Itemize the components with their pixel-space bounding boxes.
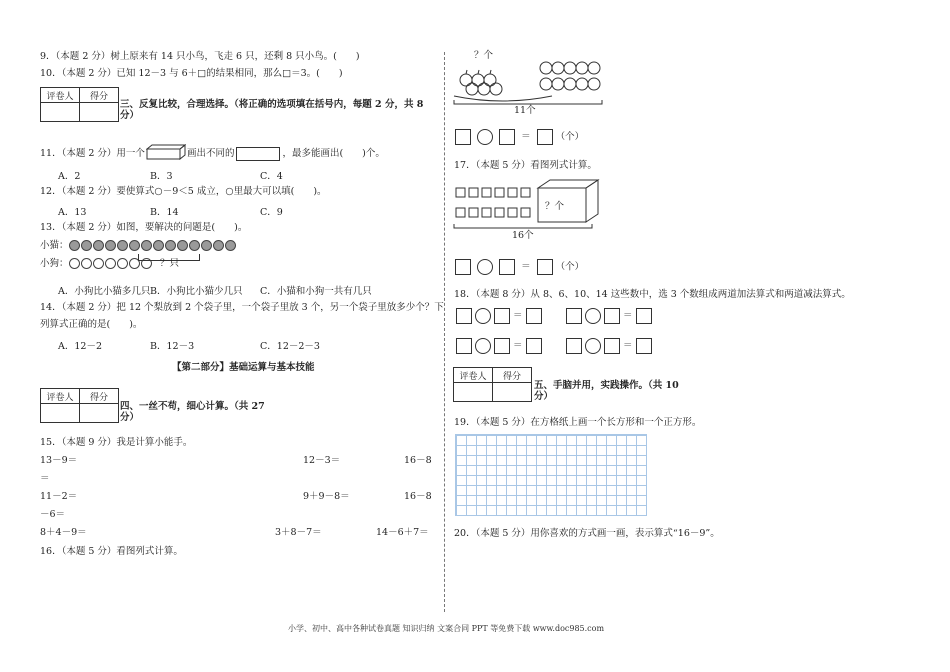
question-20: 20．（本题 5 分）用你喜欢的方式画一画，表示算式“16－9”。 xyxy=(454,528,720,539)
q13-cat-row xyxy=(40,240,237,251)
q13-option-a[interactable]: A．小狗比小猫多几只 xyxy=(58,286,151,297)
calc-7: 8＋4－9＝ xyxy=(40,527,87,538)
question-16: 16．（本题 5 分）看图列式计算。 xyxy=(40,546,183,557)
q14-option-b[interactable]: B．12－3 xyxy=(150,341,195,352)
equals-sign: ＝ xyxy=(521,261,531,273)
score-box-section-5 xyxy=(453,367,532,402)
q13-dog-row xyxy=(40,258,153,269)
question-14-line1: 14．（本题 2 分）把 12 个梨放到 2 个袋子里，一个袋子里放 3 个，另一个袋子里放多少个？下 xyxy=(40,302,444,313)
grader-label: 评卷人 xyxy=(41,88,80,103)
q12-option-a[interactable]: A．13 xyxy=(58,207,87,218)
answer-box[interactable] xyxy=(456,308,472,324)
operator-circle[interactable] xyxy=(585,308,601,324)
question-18: 18．（本题 8 分）从 8、6、10、14 这些数中，选 3 个数组成两道加法算式和两道减法算式。 xyxy=(454,289,851,300)
answer-box[interactable] xyxy=(455,259,471,275)
operator-circle[interactable] xyxy=(475,308,491,324)
question-19: 19．（本题 5 分）在方格纸上画一个长方形和一个正方形。 xyxy=(454,417,702,428)
q11-option-c[interactable]: C．4 xyxy=(260,171,283,182)
calc-2: 12－3＝ xyxy=(303,455,341,466)
equals-sign: ＝ xyxy=(623,310,633,322)
unit-label: （个） xyxy=(555,131,585,143)
question-14-line2: 列算式正确的是( )。 xyxy=(40,319,143,330)
answer-box[interactable] xyxy=(604,308,620,324)
equals-sign: ＝ xyxy=(513,310,523,322)
answer-box[interactable] xyxy=(566,308,582,324)
equals-sign: ＝ xyxy=(521,131,531,143)
calc-1: 13－9＝ xyxy=(40,455,78,466)
grader-label: 评卷人 xyxy=(41,389,80,404)
score-label: 得分 xyxy=(80,88,119,103)
q12-option-c[interactable]: C．9 xyxy=(260,207,283,218)
q11-text-b: 画出不同的 xyxy=(186,148,235,160)
section-3-title: 三、反复比较，合理选择。（将正确的选项填在括号内，每题 2 分，共 8 分） xyxy=(120,99,424,122)
answer-box[interactable] xyxy=(499,129,515,145)
grader-cell[interactable] xyxy=(454,383,493,402)
rectangle-icon xyxy=(236,147,280,161)
grader-cell[interactable] xyxy=(41,103,80,122)
q17-answer-row xyxy=(455,259,584,275)
calc-3: 16－8 xyxy=(404,455,432,466)
q14-option-c[interactable]: C．12－2－3 xyxy=(260,341,320,352)
score-cell[interactable] xyxy=(493,383,532,402)
answer-box[interactable] xyxy=(526,308,542,324)
section-5-title: 五、手脑并用，实践操作。（共 10 分） xyxy=(534,380,679,403)
answer-box[interactable] xyxy=(456,338,472,354)
cat-beads xyxy=(69,240,237,251)
q18-sub-equation-1 xyxy=(456,338,542,354)
column-divider xyxy=(444,52,445,612)
score-label: 得分 xyxy=(80,389,119,404)
score-box-section-3 xyxy=(40,87,119,122)
dog-label: 小狗： xyxy=(40,258,69,269)
calc-6-wrap: －6＝ xyxy=(40,509,66,520)
q18-add-equation-2 xyxy=(566,308,652,324)
calc-4: 11－2＝ xyxy=(40,491,78,502)
cat-label: 小猫： xyxy=(40,240,69,251)
question-13: 13．（本题 2 分）如图，要解决的问题是( )。 xyxy=(40,222,248,233)
score-cell[interactable] xyxy=(80,404,119,423)
operator-circle[interactable] xyxy=(477,259,493,275)
operator-circle[interactable] xyxy=(475,338,491,354)
question-15: 15．（本题 9 分）我是计算小能手。 xyxy=(40,437,193,448)
q16-apples-illustration xyxy=(452,58,612,109)
q11-text-a: 11．（本题 2 分）用一个 xyxy=(40,148,145,160)
calc-8: 3＋8－7＝ xyxy=(275,527,322,538)
answer-box[interactable] xyxy=(604,338,620,354)
calc-5: 9＋9－8＝ xyxy=(303,491,350,502)
q16-answer-row xyxy=(455,129,584,145)
q18-add-equation-1 xyxy=(456,308,542,324)
answer-box[interactable] xyxy=(537,129,553,145)
q11-option-b[interactable]: B．3 xyxy=(150,171,173,182)
answer-box[interactable] xyxy=(494,338,510,354)
cuboid-icon xyxy=(146,144,186,163)
calc-6: 16－8 xyxy=(404,491,432,502)
score-cell[interactable] xyxy=(80,103,119,122)
answer-box[interactable] xyxy=(499,259,515,275)
answer-box[interactable] xyxy=(636,308,652,324)
q16-unknown-label: ？个 xyxy=(474,50,494,61)
equals-sign: ＝ xyxy=(623,340,633,352)
question-9: 9．（本题 2 分）树上原来有 14 只小鸟，飞走 6 只，还剩 8 只小鸟。( ) xyxy=(40,51,360,62)
question-17: 17．（本题 5 分）看图列式计算。 xyxy=(454,160,597,171)
answer-box[interactable] xyxy=(494,308,510,324)
q13-option-c[interactable]: C．小猫和小狗一共有几只 xyxy=(260,286,372,297)
grader-cell[interactable] xyxy=(41,404,80,423)
q17-total-label: 16个 xyxy=(512,230,534,241)
q14-option-a[interactable]: A．12－2 xyxy=(58,341,102,352)
calc-9: 14－6＋7＝ xyxy=(376,527,429,538)
q17-cups-box-illustration xyxy=(452,178,602,233)
q12-option-b[interactable]: B．14 xyxy=(150,207,179,218)
score-box-section-4 xyxy=(40,388,119,423)
q16-total-label: 11个 xyxy=(514,105,536,116)
answer-box[interactable] xyxy=(537,259,553,275)
q17-unknown-label: ？个 xyxy=(545,201,565,212)
score-label: 得分 xyxy=(493,368,532,383)
question-11 xyxy=(40,144,385,163)
answer-box[interactable] xyxy=(566,338,582,354)
page-footer: 小学、初中、高中各种试卷真题 知识归纳 文案合同 PPT 等免费下载 www.doc985.com xyxy=(288,624,605,633)
section-4-title: 四、一丝不苟，细心计算。（共 27 分） xyxy=(120,401,265,424)
operator-circle[interactable] xyxy=(585,338,601,354)
answer-box[interactable] xyxy=(636,338,652,354)
question-10: 10．（本题 2 分）已知 12－3 与 6＋□的结果相同，那么□＝3。( ) xyxy=(40,68,343,79)
q18-sub-equation-2 xyxy=(566,338,652,354)
equals-sign: ＝ xyxy=(513,340,523,352)
question-12: 12．（本题 2 分）要使算式○－9＜5 成立，○里最大可以填( )。 xyxy=(40,186,327,197)
drawing-grid[interactable] xyxy=(455,434,647,516)
part-2-title: 【第二部分】基础运算与基本技能 xyxy=(172,362,315,373)
grader-label: 评卷人 xyxy=(454,368,493,383)
q11-text-c: ，最多能画出( )个。 xyxy=(282,148,385,160)
answer-box[interactable] xyxy=(455,129,471,145)
unit-label: （个） xyxy=(555,261,585,273)
q13-unknown: ？只 xyxy=(160,258,180,269)
calc-3-wrap: ＝ xyxy=(40,473,50,484)
answer-box[interactable] xyxy=(526,338,542,354)
q13-option-b[interactable]: B．小狗比小猫少几只 xyxy=(150,286,243,297)
q11-option-a[interactable]: A．2 xyxy=(58,171,81,182)
operator-circle[interactable] xyxy=(477,129,493,145)
